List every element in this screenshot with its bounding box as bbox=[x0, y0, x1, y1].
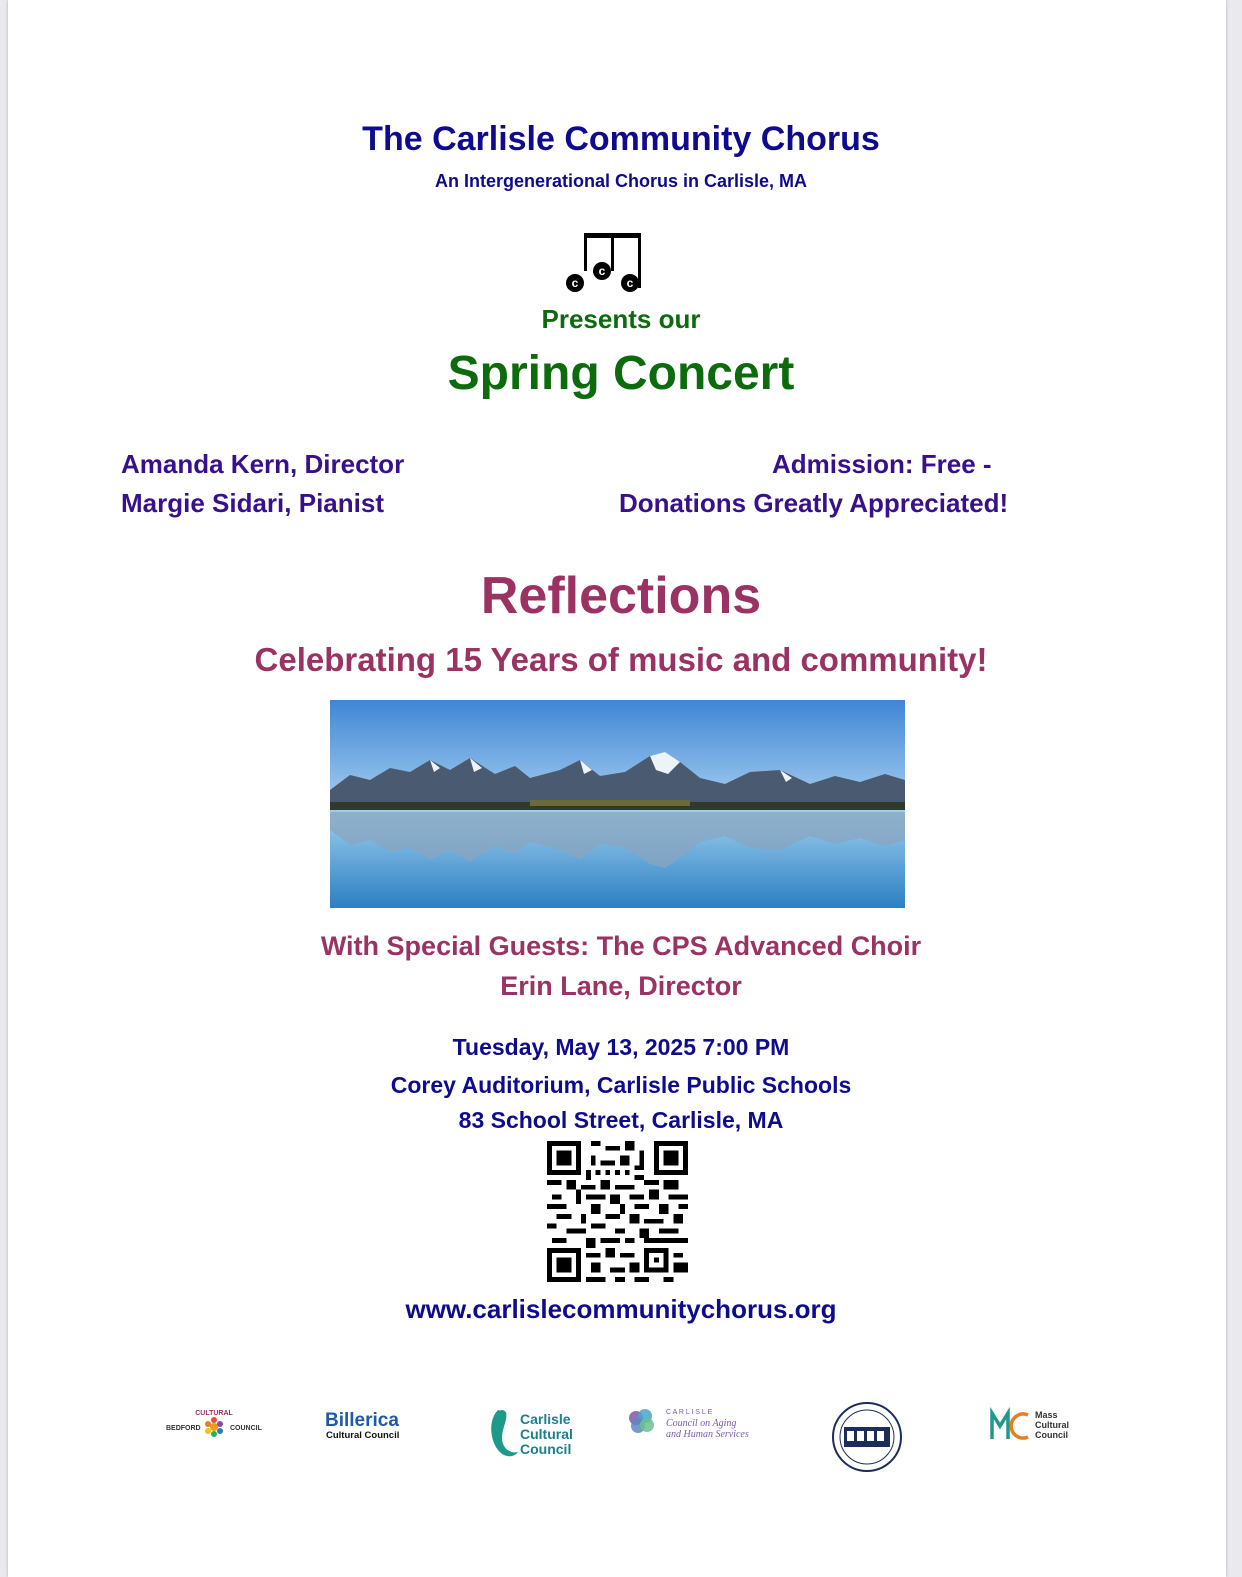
svg-text:C A R L I S L E: C A R L I S L E bbox=[666, 1409, 713, 1416]
svg-text:Council: Council bbox=[1035, 1430, 1068, 1440]
svg-text:BEDFORD: BEDFORD bbox=[166, 1425, 201, 1432]
chelmsford-cultural-council-seal bbox=[830, 1401, 904, 1473]
concert-title: Spring Concert bbox=[447, 347, 795, 400]
bedford-cultural-council-logo bbox=[164, 1403, 264, 1443]
admission-line: Admission: Free - bbox=[772, 449, 992, 479]
guests-line: With Special Guests: The CPS Advanced Choir bbox=[320, 931, 922, 961]
carlisle-cultural-council-logo bbox=[484, 1406, 584, 1464]
event-address: 83 School Street, Carlisle, MA bbox=[458, 1107, 784, 1133]
chorus-subtitle: An Intergenerational Chorus in Carlisle, MA bbox=[434, 171, 808, 191]
svg-text:CULTURAL: CULTURAL bbox=[195, 1410, 233, 1417]
music-notes-icon bbox=[562, 228, 646, 294]
svg-text:Council on Aging: Council on Aging bbox=[666, 1418, 737, 1429]
mass-cultural-council-logo bbox=[990, 1406, 1080, 1446]
mountain-lake-photo bbox=[330, 700, 905, 908]
event-datetime: Tuesday, May 13, 2025 7:00 PM bbox=[452, 1034, 790, 1060]
guest-director-line: Erin Lane, Director bbox=[500, 971, 742, 1001]
svg-text:Cultural: Cultural bbox=[1035, 1420, 1070, 1430]
website-link[interactable]: www.carlislecommunitychorus.org bbox=[405, 1294, 837, 1324]
svg-text:Mass: Mass bbox=[1035, 1410, 1058, 1420]
theme-tagline: Celebrating 15 Years of music and community! bbox=[254, 641, 988, 678]
event-venue: Corey Auditorium, Carlisle Public Schools bbox=[390, 1072, 852, 1098]
theme-title: Reflections bbox=[480, 567, 762, 625]
svg-text:Carlisle: Carlisle bbox=[520, 1411, 571, 1427]
chorus-title: The Carlisle Community Chorus bbox=[362, 120, 880, 158]
presents-line: Presents our bbox=[541, 304, 701, 334]
carlisle-council-on-aging-logo bbox=[626, 1404, 776, 1444]
note-letter-2: c bbox=[598, 264, 606, 278]
svg-text:Cultural: Cultural bbox=[520, 1426, 573, 1442]
donations-line: Donations Greatly Appreciated! bbox=[619, 488, 1009, 518]
qr-code-icon[interactable] bbox=[547, 1141, 688, 1282]
billerica-cultural-council-logo bbox=[322, 1407, 414, 1443]
svg-text:and Human Services: and Human Services bbox=[666, 1429, 749, 1440]
director-line: Amanda Kern, Director bbox=[121, 449, 405, 479]
pianist-line: Margie Sidari, Pianist bbox=[121, 488, 384, 518]
svg-text:COUNCIL: COUNCIL bbox=[230, 1425, 262, 1432]
note-letter-1: c bbox=[571, 276, 579, 290]
svg-text:Cultural Council: Cultural Council bbox=[326, 1430, 400, 1441]
note-letter-3: c bbox=[626, 276, 634, 290]
svg-text:Council: Council bbox=[520, 1441, 572, 1457]
svg-text:Billerica: Billerica bbox=[325, 1410, 399, 1431]
